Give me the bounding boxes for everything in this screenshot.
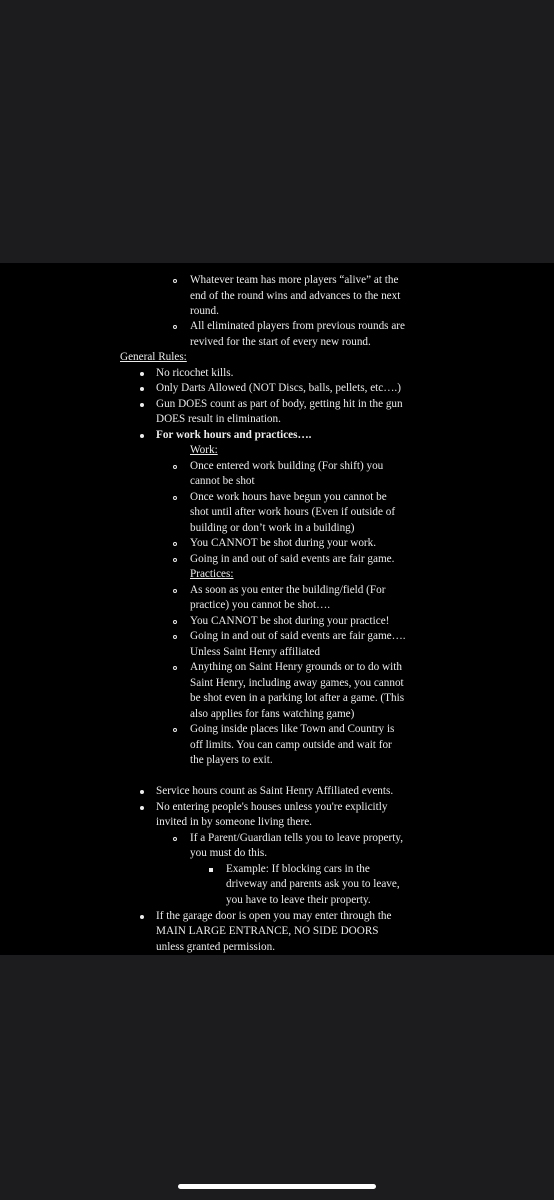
text-line: building or don’t work in a building) bbox=[190, 522, 355, 534]
home-indicator[interactable] bbox=[178, 1184, 376, 1189]
text-line: Unless Saint Henry affiliated bbox=[190, 646, 320, 658]
text-line: No ricochet kills. bbox=[156, 367, 234, 379]
text-line: Anything on Saint Henry grounds or to do with bbox=[190, 661, 402, 673]
text-line: round. bbox=[190, 305, 219, 317]
bullet-icon bbox=[140, 372, 144, 376]
bullet-icon bbox=[140, 915, 144, 919]
text-line: You CANNOT be shot during your work. bbox=[190, 537, 377, 549]
circle-bullet-icon bbox=[173, 542, 177, 546]
circle-bullet-icon bbox=[173, 620, 177, 624]
text-line: end of the round wins and advances to the next bbox=[190, 290, 401, 302]
text-line: off limits. You can camp outside and wait for bbox=[190, 739, 392, 751]
bold-heading: For work hours and practices…. bbox=[156, 429, 312, 441]
text-line: Once entered work building (For shift) you bbox=[190, 460, 384, 472]
text-line: Whatever team has more players “alive” at the bbox=[190, 274, 399, 286]
circle-bullet-icon bbox=[173, 558, 177, 562]
text-line: Going in and out of said events are fair game. bbox=[190, 553, 395, 565]
text-line: If the garage door is open you may enter through the bbox=[156, 910, 392, 922]
text-line: also applies for fans watching game) bbox=[190, 708, 355, 720]
subheading-practices: Practices: bbox=[190, 568, 234, 580]
bullet-icon bbox=[140, 790, 144, 794]
text-line: As soon as you enter the building/field (For bbox=[190, 584, 386, 596]
text-line: All eliminated players from previous rounds are bbox=[190, 320, 405, 332]
document-page bbox=[0, 263, 554, 955]
circle-bullet-icon bbox=[173, 837, 177, 841]
text-line: Going inside places like Town and Country is bbox=[190, 723, 395, 735]
text-line: cannot be shot bbox=[190, 475, 255, 487]
circle-bullet-icon bbox=[173, 666, 177, 670]
section-heading: General Rules: bbox=[120, 351, 187, 363]
text-line: Gun DOES count as part of body, getting hit in the gun bbox=[156, 398, 403, 410]
text-line: shot until after work hours (Even if outside of bbox=[190, 506, 396, 518]
text-line: Going in and out of said events are fair game…. bbox=[190, 630, 406, 642]
bullet-icon bbox=[140, 806, 144, 810]
circle-bullet-icon bbox=[173, 325, 177, 329]
circle-bullet-icon bbox=[173, 728, 177, 732]
text-line: the players to exit. bbox=[190, 754, 273, 766]
square-bullet-icon bbox=[209, 868, 213, 872]
bullet-icon bbox=[140, 403, 144, 407]
circle-bullet-icon bbox=[173, 465, 177, 469]
text-line: be shot even in a parking lot after a game. (This bbox=[190, 692, 405, 704]
text-line: invited in by someone living there. bbox=[156, 816, 312, 828]
text-line: Once work hours have begun you cannot be bbox=[190, 491, 387, 503]
text-line: DOES result in elimination. bbox=[156, 413, 281, 425]
circle-bullet-icon bbox=[173, 279, 177, 283]
text-line: Only Darts Allowed (NOT Discs, balls, pellets, etc….) bbox=[156, 382, 401, 394]
bullet-icon bbox=[140, 387, 144, 391]
circle-bullet-icon bbox=[173, 589, 177, 593]
text-line: revived for the start of every new round. bbox=[190, 336, 371, 348]
text-line: driveway and parents ask you to leave, bbox=[226, 878, 400, 890]
text-line: practice) you cannot be shot…. bbox=[190, 599, 331, 611]
text-line: Example: If blocking cars in the bbox=[226, 863, 370, 875]
text-line: you have to leave their property. bbox=[226, 894, 371, 906]
circle-bullet-icon bbox=[173, 496, 177, 500]
circle-bullet-icon bbox=[173, 635, 177, 639]
text-line: No entering people's houses unless you're explicitly bbox=[156, 801, 388, 813]
text-line: Saint Henry, including away games, you cannot bbox=[190, 677, 404, 689]
text-line: you must do this. bbox=[190, 847, 268, 859]
text-line: If a Parent/Guardian tells you to leave property, bbox=[190, 832, 404, 844]
text-line: unless granted permission. bbox=[156, 941, 276, 953]
text-line: Service hours count as Saint Henry Affiliated events. bbox=[156, 785, 394, 797]
bullet-icon bbox=[140, 434, 144, 438]
text-line: You CANNOT be shot during your practice! bbox=[190, 615, 390, 627]
subheading-work: Work: bbox=[190, 444, 218, 456]
text-line: MAIN LARGE ENTRANCE, NO SIDE DOORS bbox=[156, 925, 379, 937]
